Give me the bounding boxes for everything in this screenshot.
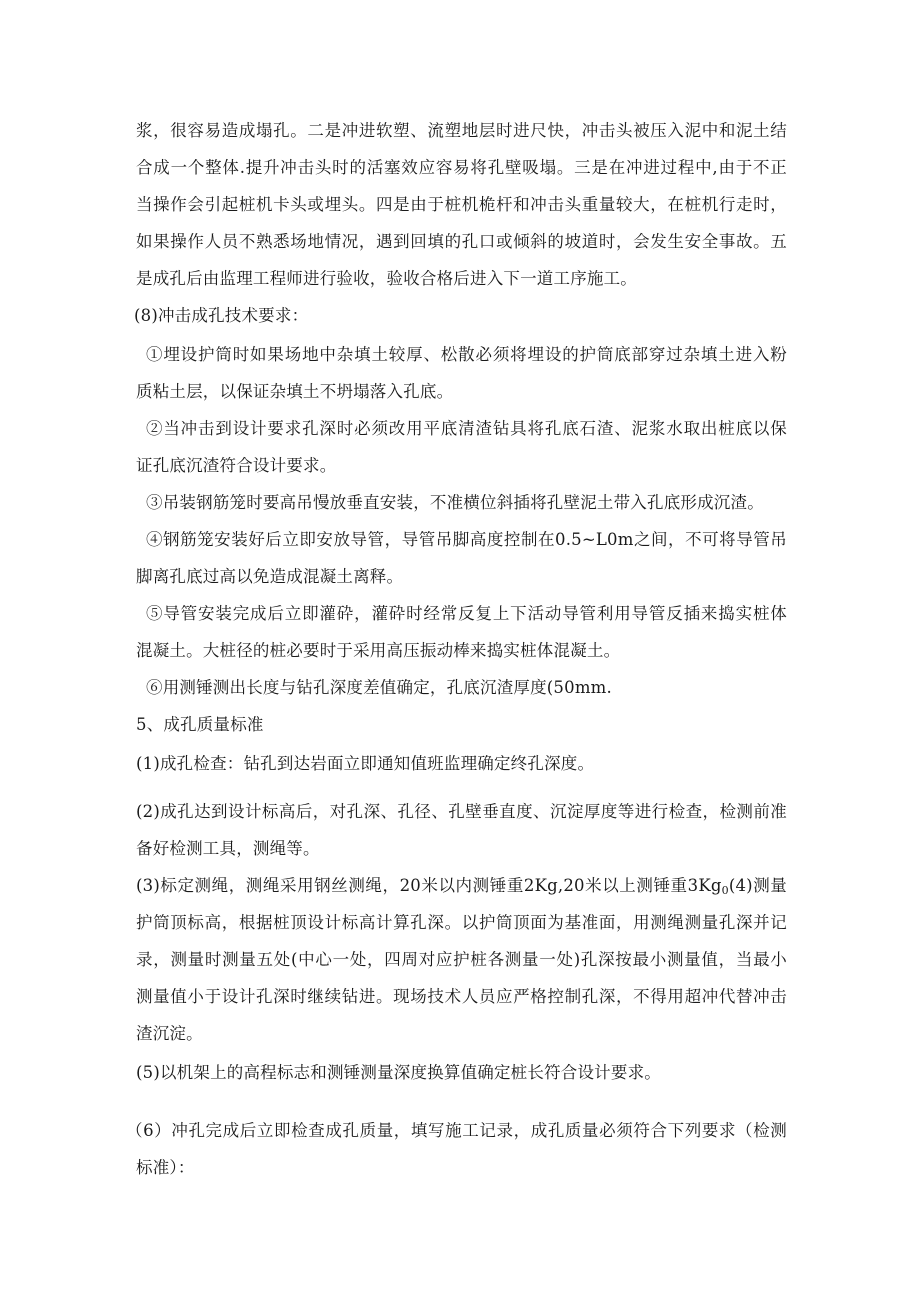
paragraph-line: 混凝土。大桩径的桩必要时于采用高压振动棒来捣实桩体混凝土。: [136, 641, 621, 660]
paragraph-line: 备好检测工具，测绳等。: [136, 839, 320, 858]
paragraph-line: 护筒顶标高，根据桩顶设计标高计算孔深。以护筒顶面为基准面，用测绳测量孔深并记: [136, 913, 787, 932]
paragraph-line: ⑤导管安装完成后立即灌砕，灌砕时经常反复上下活动导管利用导管反插来捣实桩体: [146, 604, 787, 623]
paragraph-line: ③吊装钢筋笼时要高吊慢放垂直安装，不准横位斜插将孔壁泥土带入孔底形成沉渣。: [146, 493, 764, 512]
section-heading: (8)冲击成孔技术要求：: [134, 306, 309, 325]
section-heading: 5、成孔质量标准: [136, 715, 264, 734]
paragraph-line: 测量值小于设计孔深时继续钻进。现场技术人员应严格控制孔深，不得用超冲代替冲击: [136, 987, 787, 1006]
paragraph-line: 是成孔后由监理工程师进行验收，验收合格后进入下一道工序施工。: [136, 269, 637, 288]
paragraph-line: (1)成孔检查：钻孔到达岩面立即通知值班监理确定终孔深度。: [136, 754, 595, 773]
paragraph-line: ②当冲击到设计要求孔深时必须改用平底清渣钻具将孔底石渣、泥浆水取出桩底以保: [146, 419, 787, 438]
line-tail: (4)测量: [728, 876, 787, 895]
paragraph-line: 标准）：: [136, 1158, 195, 1177]
paragraph-line: ①埋设护筒时如果场地中杂填土较厚、松散必须将埋设的护筒底部穿过杂填土进入粉: [146, 345, 787, 364]
paragraph-line: ④钢筋笼安装好后立即安放导管，导管吊脚高度控制在0.5~L0m之间，不可将导管吊: [146, 530, 787, 549]
line-text: (3)标定测绳，测绳采用钢丝测绳，20米以内测锤重2Kg,20米以上测锤重3Kg: [136, 876, 722, 895]
paragraph-line: 证孔底沉渣符合设计要求。: [136, 456, 337, 475]
paragraph-line: [136, 875, 787, 902]
paragraph-line: 浆，很容易造成塌孔。二是冲进软塑、流塑地层时进尺快，冲击头被压入泥中和泥土结: [136, 121, 787, 140]
paragraph-line: （6）冲孔完成后立即检查成孔质量，填写施工记录，成孔质量必须符合下列要求（检测: [126, 1121, 787, 1140]
paragraph-line: 渣沉淀。: [136, 1024, 203, 1043]
paragraph-line: (5)以机架上的高程标志和测锤测量深度换算值确定桩长符合设计要求。: [136, 1063, 661, 1082]
paragraph-line: 脚离孔底过高以免造成混凝土离释。: [136, 567, 404, 586]
paragraph-line: 如果操作人员不熟悉场地情况，遇到回填的孔口或倾斜的坡道时，会发生安全事故。五: [136, 232, 787, 251]
paragraph-line: ⑥用测锤测出长度与钻孔深度差值确定，孔底沉渣厚度(50mm.: [146, 678, 612, 697]
subscript: 0: [721, 884, 729, 897]
paragraph-line: (2)成孔达到设计标高后，对孔深、孔径、孔壁垂直度、沉淀厚度等进行检查，检测前准: [136, 802, 787, 821]
paragraph-line: 合成一个整体.提升冲击头时的活塞效应容易将孔壁吸塌。三是在冲进过程中,由于不正: [136, 158, 787, 177]
paragraph-line: 质粘土层，以保证杂填土不坍塌落入孔底。: [136, 382, 454, 401]
paragraph-line: 当操作会引起桩机卡头或埋头。四是由于桩机桅杆和冲击头重量较大，在桩机行走时，: [136, 195, 787, 214]
paragraph-line: 录，测量时测量五处(中心一处，四周对应护桩各测量一处)孔深按最小测量值，当最小: [136, 950, 787, 969]
